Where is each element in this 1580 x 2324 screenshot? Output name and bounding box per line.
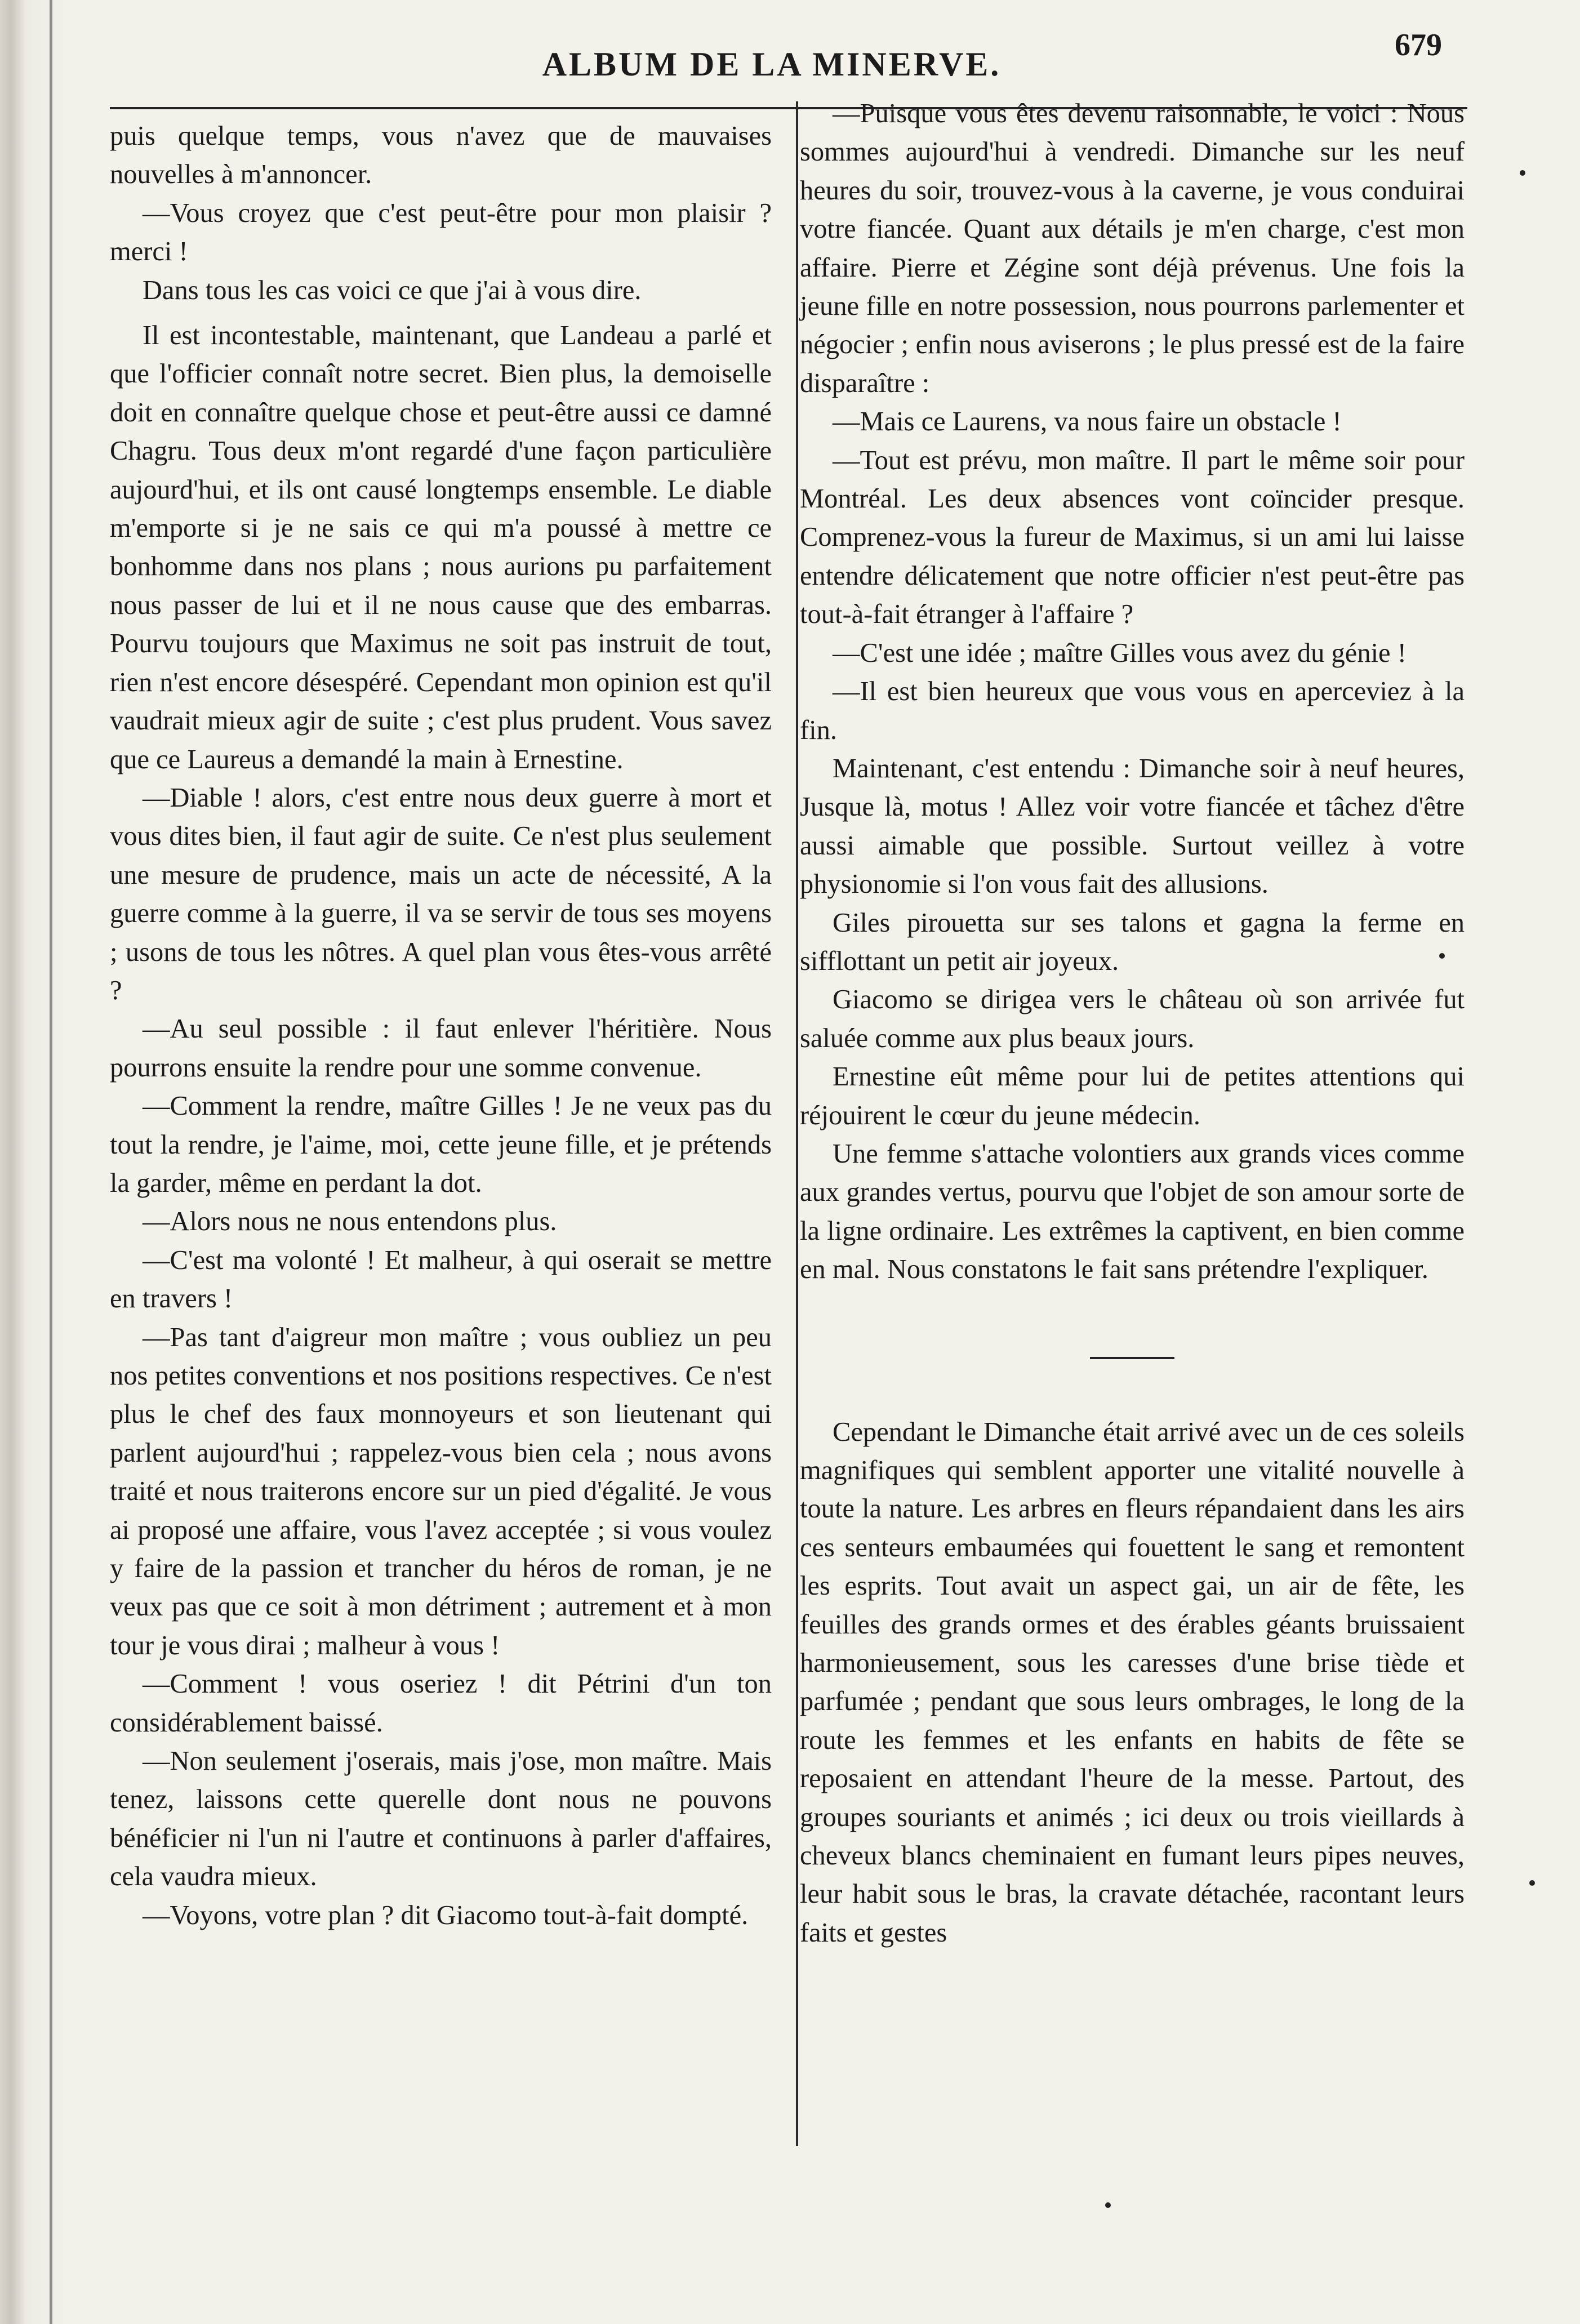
ink-speck <box>1529 1880 1535 1886</box>
paragraph: —C'est une idée ; maître Gilles vous avez du génie ! <box>833 638 1407 668</box>
paragraph: Dans tous les cas voici ce que j'ai à vous dire. <box>143 275 642 305</box>
ink-speck <box>1105 2202 1111 2208</box>
paragraph: —Pas tant d'aigreur mon maître ; vous oubliez un peu nos petites conventions et nos positions respectives. Ce n'est plus le chef des faux monnoyeurs et son lieutenant qui parlent aujourd'hui ; rappelez-vous bien cela ; nous avons traité et nous traiterons encore sur un pied d'égalité. Je vous ai proposé une affaire, vous l'avez acceptée ; si vous voulez y faire de la passion et trancher du héros de roman, je ne veux pas que ce soit à mon détriment ; autrement et à mon tour je vous dirai ; malheur à vous ! <box>110 1322 772 1660</box>
paragraph: —Mais ce Laurens, va nous faire un obstacle ! <box>833 407 1342 437</box>
paragraph: Giacomo se dirigea vers le château où son arrivée fut saluée comme aux plus beaux jours. <box>800 985 1465 1053</box>
publication-title: ALBUM DE LA MINERVE. <box>542 46 1002 83</box>
paragraph: Maintenant, c'est entendu : Dimanche soir à neuf heures, Jusque là, motus ! Allez voir votre fiancée et tâchez d'être aussi aimable que possible. Surtout veillez à votre physionomie si l'on vous fait des allusions. <box>800 753 1465 900</box>
paragraph: —Alors nous ne nous entendons plus. <box>143 1206 557 1237</box>
paragraph: Giles pirouetta sur ses talons et gagna la ferme en sifflottant un petit air joyeux. <box>800 907 1465 976</box>
ink-speck <box>1439 953 1445 959</box>
paragraph: —Au seul possible : il faut enlever l'héritière. Nous pourrons ensuite la rendre pour une somme convenue. <box>110 1014 772 1083</box>
paragraph: —Vous croyez que c'est peut-être pour mon plaisir ? merci ! <box>110 198 772 267</box>
paragraph: —Non seulement j'oserais, mais j'ose, mon maître. Mais tenez, laissons cette querelle dont nous ne pouvons bénéficier ni l'un ni l'autre et continuons à parler d'affaires, cela vaudra mieux. <box>110 1746 772 1892</box>
paragraph: —C'est ma volonté ! Et malheur, à qui oserait se mettre en travers ! <box>110 1245 772 1314</box>
paragraph: puis quelque temps, vous n'avez que de mauvaises nouvelles à m'annoncer. <box>110 121 772 190</box>
ink-speck <box>1520 170 1525 176</box>
paragraph: Il est incontestable, maintenant, que Landeau a parlé et que l'officier connaît notre secret. Bien plus, la demoiselle doit en connaître quelque chose et peut-être aussi ce damné Chagru. Tous deux m'ont regardé d'une façon particulière aujourd'hui, et ils ont causé longtemps ensemble. Le diable m'emporte si je ne sais ce qui m'a poussé à mettre ce bonhomme dans nos plans ; nous aurions pu parfaitement nous passer de lui et il ne nous cause que des embarras. Pourvu toujours que Maximus ne soit pas instruit de tout, rien n'est encore désespéré. Cependant mon opinion est qu'il vaudrait mieux agir de suite ; c'est plus prudent. Vous savez que ce Laureus a demandé la main à Ernestine. <box>110 320 772 774</box>
running-head <box>0 27 1580 95</box>
paragraph: Une femme s'attache volontiers aux grands vices comme aux grandes vertus, pourvu que l'objet de son amour sorte de la ligne ordinaire. Les extrêmes la captivent, en bien comme en mal. Nous constatons le fait sans prétendre l'expliquer. <box>800 1138 1465 1285</box>
paragraph: —Diable ! alors, c'est entre nous deux guerre à mort et vous dites bien, il faut agir de suite. Ce n'est plus seulement une mesure de prudence, mais un acte de nécessité, A la guerre comme à la guerre, il va se servir de tous ses moyens ; usons de tous les nôtres. A quel plan vous êtes-vous arrêté ? <box>110 782 772 1005</box>
paragraph: —Tout est prévu, mon maître. Il part le même soir pour Montréal. Les deux absences vont coïncider presque. Comprenez-vous la fureur de Maximus, si un ami lui laisse entendre délicatement que notre officier n'est peut-être pas tout-à-fait étranger à l'affaire ? <box>800 445 1465 630</box>
paragraph: —Voyons, votre plan ? dit Giacomo tout-à-fait dompté. <box>143 1900 749 1930</box>
section-break <box>800 1289 1465 1413</box>
paragraph: —Puisque vous êtes devenu raisonnable, le voici : Nous sommes aujourd'hui à vendredi. Dimanche sur les neuf heures du soir, trouvez-vous à la caverne, je vous conduirai votre fiancée. Quant aux détails je m'en charge, c'est mon affaire. Pierre et Zégine sont déjà prévenus. Une fois la jeune fille en notre possession, nous pourrons parlementer et négocier ; enfin nous aviserons ; le plus pressé est de la faire disparaître : <box>800 99 1465 398</box>
paragraph: —Il est bien heureux que vous vous en aperceviez à la fin. <box>800 676 1465 745</box>
section-divider-rule <box>1090 1357 1174 1359</box>
paragraph: —Comment la rendre, maître Gilles ! Je ne veux pas du tout la rendre, je l'aime, moi, cette jeune fille, et je prétends la garder, même en perdant la dot. <box>110 1091 772 1198</box>
left-column <box>110 117 772 1935</box>
page-number: 679 <box>1395 28 1442 63</box>
paragraph: Cependant le Dimanche était arrivé avec un de ces soleils magnifiques qui semblent apporter une vitalité nouvelle à toute la nature. Les arbres en fleurs répandaient dans les airs ces senteurs embaumées qui fouettent le sang et remontent les esprits. Tout avait un aspect gai, un air de fête, les feuilles des grands ormes et des érables géants bruissaient harmonieusement, sous les caresses d'une brise tiède et parfumée ; pendant que sous leurs ombrages, le long de la route les femmes et les enfants en habits de fête se reposaient en attendant l'heure de la messe. Partout, des groupes souriants et animés ; ici deux ou trois vieillards à cheveux blancs cheminaient en fumant leurs pipes neuves, leur habit sous le bras, la cravate détachée, racontant leurs faits et gestes <box>800 1417 1465 1948</box>
column-divider-rule <box>796 101 798 2146</box>
right-column <box>800 95 1465 1952</box>
paragraph: —Comment ! vous oseriez ! dit Pétrini d'un ton considérablement baissé. <box>110 1669 772 1738</box>
paragraph: Ernestine eût même pour lui de petites attentions qui réjouirent le cœur du jeune médecin. <box>800 1062 1465 1130</box>
page-binding-shadow <box>0 0 68 2324</box>
binding-edge-line <box>50 0 52 2324</box>
